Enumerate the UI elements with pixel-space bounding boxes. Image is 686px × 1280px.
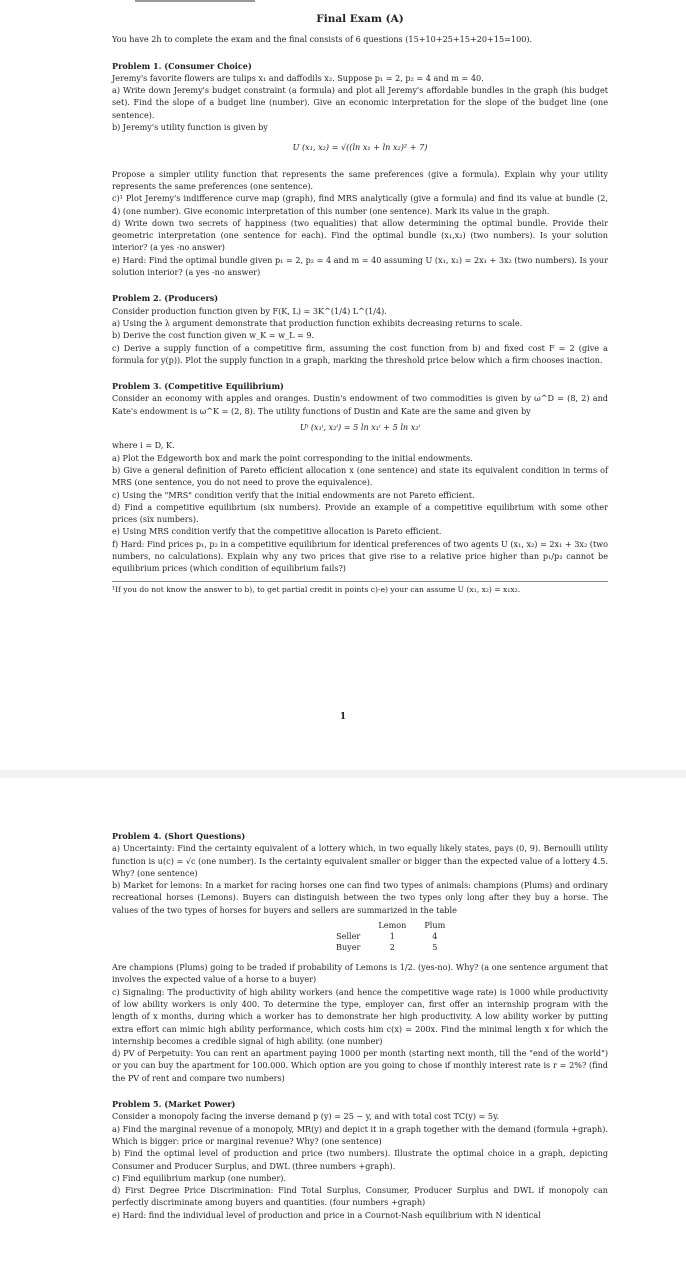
problem-1-part-b-cont: Propose a simpler utility function that represents the same preferences (give a formula). Explain why your utility represents the same preferences (one sentence).	[112, 168, 608, 191]
problem-3-part-c: c) Using the "MRS" condition verify that the initial endowments are not Pareto efficient.	[112, 489, 475, 500]
table-corner	[327, 920, 369, 931]
page-1-content	[112, 13, 608, 596]
problem-1-part-b: b) Jeremy's utility function is given by	[112, 122, 268, 133]
exam-intro: You have 2h to complete the exam and the final consists of 6 questions (15+10+25+15+20+15=100).	[112, 34, 533, 45]
problem-1-part-a: a) Write down Jeremy's budget constraint (a formula) and plot all Jeremy's affordable bundles in the graph (his budget set). Find the slope of a budget line (number). Give an economic interpretation for the slope of the budget line (one sentence).	[112, 85, 608, 120]
problem-4	[112, 830, 608, 1084]
problem-3-setup: Consider an economy with apples and oranges. Dustin's endowment of two commodities is given by ω^D = (8, 2) and Kate's endowment is ω^K = (2, 8). The utility functions of Dustin and Kate are the same and given by	[112, 393, 608, 416]
problem-2	[112, 292, 608, 366]
previous-page-fragment	[135, 0, 255, 2]
problem-5-part-c: c) Find equilibrium markup (one number).	[112, 1172, 286, 1183]
table-row-label: Seller	[336, 931, 361, 942]
problem-3-part-d: d) Find a competitive equilibrium (six numbers). Provide an example of a competitive equilibrium with some other prices (six numbers).	[112, 501, 608, 525]
problem-3-part-e: e) Using MRS condition verify that the competitive allocation is Pareto efficient.	[112, 526, 442, 537]
problem-3-part-f: f) Hard: Find prices p₁, p₂ in a competitive equilibrium for identical preferences of two agents U (x₁, x₂) = 2x₁ + 3x₂ (two numbers, no calculations). Explain why any two prices that give rise to a relative price higher than p₁/p₂ cannot be equilibrium prices (which condition of equilibrium fails?)	[112, 538, 608, 574]
table-cell: 1	[389, 931, 395, 942]
problem-4-heading: Problem 4. (Short Questions)	[112, 831, 246, 841]
table-cell: 2	[389, 942, 395, 953]
problem-5-part-e: e) Hard: find the individual level of production and price in a Cournot-Nash equilibrium with N identical	[112, 1209, 541, 1220]
problem-5-part-d: d) First Degree Price Discrimination: Find Total Surplus, Consumer, Producer Surplus and DWL if monopoly can perfectly discriminate among buyers and quantities. (four numbers +graph)	[112, 1185, 608, 1208]
problem-4-part-d: d) PV of Perpetuity: You can rent an apartment paying 1000 per month (starting next month, till the "end of the world") or you can buy the apartment for 100.000. Which option are you going to chose if monthly interest rate is r = 2%? (find the PV of rent and compare two numbers)	[112, 1048, 608, 1083]
problem-3-where: where i = D, K.	[112, 440, 175, 451]
table-cell: 4	[432, 931, 438, 942]
problem-3-part-b: b) Give a general definition of Pareto efficient allocation x (one sentence) and state its equivalent condition in terms of MRS (one sentence, you do not need to prove the equivalence).	[112, 464, 608, 488]
problem-3-utility-equation: Uⁱ (x₁ⁱ, x₂ⁱ) = 5 ln x₁ⁱ + 5 ln x₂ⁱ	[299, 422, 421, 433]
table-header-row	[327, 920, 454, 931]
page-2-content	[112, 830, 608, 1235]
problem-1-part-d: d) Write down two secrets of happiness (two equalities) that allow determining the optimal bundle. Provide their geometric interpretation (one sentence for each). Find the optimal bundle (x₁,x₂) (two numbers). Is your solution interior? (a yes -no answer)	[112, 217, 608, 253]
exam-page-2	[0, 778, 686, 1280]
footnote: ¹If you do not know the answer to b), to get partial credit in points c)-e) your can assume U (x₁, x₂) = x₁x₂.	[112, 581, 608, 596]
problem-3-heading: Problem 3. (Competitive Equilibrium)	[112, 381, 284, 392]
problem-2-part-b: b) Derive the cost function given w_K = w_L = 9.	[112, 330, 315, 341]
problem-1-setup: Jeremy's favorite flowers are tulips x₁ and daffodils x₂. Suppose p₁ = 2, p₂ = 4 and m = 40.	[112, 72, 484, 83]
problem-1	[112, 60, 608, 279]
problem-5	[112, 1098, 608, 1221]
problem-4-part-b: b) Market for lemons: In a market for racing horses one can find two types of animals: champions (Plums) and ordinary recreational horses (Lemons). Buyers can distinguish between the two types only long after they buy a horse. The values of the two types of horses for buyers and sellers are summarized in the table	[112, 880, 608, 915]
table-cell: 5	[432, 942, 438, 953]
problem-1-part-e: e) Hard: Find the optimal bundle given p₁ = 2, p₂ = 4 and m = 40 assuming U (x₁, x₂) = 2x₁ + 3x₂ (two numbers). Is your solution interior? (a yes -no answer)	[112, 254, 608, 278]
problem-5-setup: Consider a monopoly facing the inverse demand p (y) = 25 − y, and with total cost TC(y) = 5y.	[112, 1111, 500, 1122]
problem-1-part-c: c)¹ Plot Jeremy's indifference curve map (graph), find MRS analytically (give a formula) and find its value at bundle (2, 4) (one number). Give economic interpretation of this number (one sentence). Mark its value in the graph.	[112, 193, 608, 216]
problem-2-heading: Problem 2. (Producers)	[112, 293, 219, 304]
table-header-plum: Plum	[424, 920, 446, 931]
problem-4-part-a: a) Uncertainty: Find the certainty equivalent of a lottery which, in two equally likely states, pays (0, 9). Bernoulli utility function is u(c) = √c (one number). Is the certainty equivalent smaller or bigger than the expected value of a lottery 4.5. Why? (one sentence)	[112, 843, 608, 878]
problem-3	[112, 380, 608, 574]
problem-5-part-a: a) Find the marginal revenue of a monopoly, MR(y) and depict it in a graph together with the demand (formula +graph). Which is bigger: price or marginal revenue? Why? (one sentence)	[112, 1123, 608, 1146]
problem-1-utility-equation: U (x₁, x₂) = √((ln x₁ + ln x₂)² + 7)	[292, 142, 428, 153]
page-number: 1	[339, 712, 347, 722]
table-header-lemon: Lemon	[378, 920, 407, 931]
table-row-label: Buyer	[336, 942, 361, 953]
lemons-value-table	[327, 920, 454, 953]
problem-1-heading: Problem 1. (Consumer Choice)	[112, 60, 252, 71]
table-row	[327, 931, 454, 942]
problem-2-part-a: a) Using the λ argument demonstrate that production function exhibits decreasing returns to scale.	[112, 317, 523, 328]
problem-5-heading: Problem 5. (Market Power)	[112, 1099, 236, 1110]
problem-3-part-a: a) Plot the Edgeworth box and mark the point corresponding to the initial endowments.	[112, 452, 473, 463]
table-row	[327, 942, 454, 953]
problem-4-part-c: c) Signaling: The productivity of high ability workers (and hence the competitive wage rate) is 1000 while productivity of low ability workers is only 400. To determine the type, employer can, first offer an internship program with the length of x months, during which a worker has to demonstrate her high productivity. A low ability worker by putting extra effort can mimic high ability performance, which costs him c(x) = 200x. Find the minimal length x for which the internship becomes a credible signal of high ability. (one number)	[112, 986, 608, 1046]
problem-5-part-b: b) Find the optimal level of production and price (two numbers). Illustrate the optimal choice in a graph, depicting Consumer and Producer Surplus, and DWL (three numbers +graph).	[112, 1148, 608, 1171]
problem-4-part-b-cont: Are champions (Plums) going to be traded if probability of Lemons is 1/2. (yes-no). Why? (a one sentence argument that involves the expected value of a horse to a buyer)	[112, 962, 608, 985]
problem-2-setup: Consider production function given by F(K, L) = 3K^(1/4) L^(1/4).	[112, 305, 387, 316]
problem-2-part-c: c) Derive a supply function of a competitive firm, assuming the cost function from b) and fixed cost F = 2 (give a formula for y(p)). Plot the supply function in a graph, marking the threshold price below which a firm chooses inaction.	[112, 342, 608, 365]
exam-title: Final Exam (A)	[316, 13, 404, 25]
